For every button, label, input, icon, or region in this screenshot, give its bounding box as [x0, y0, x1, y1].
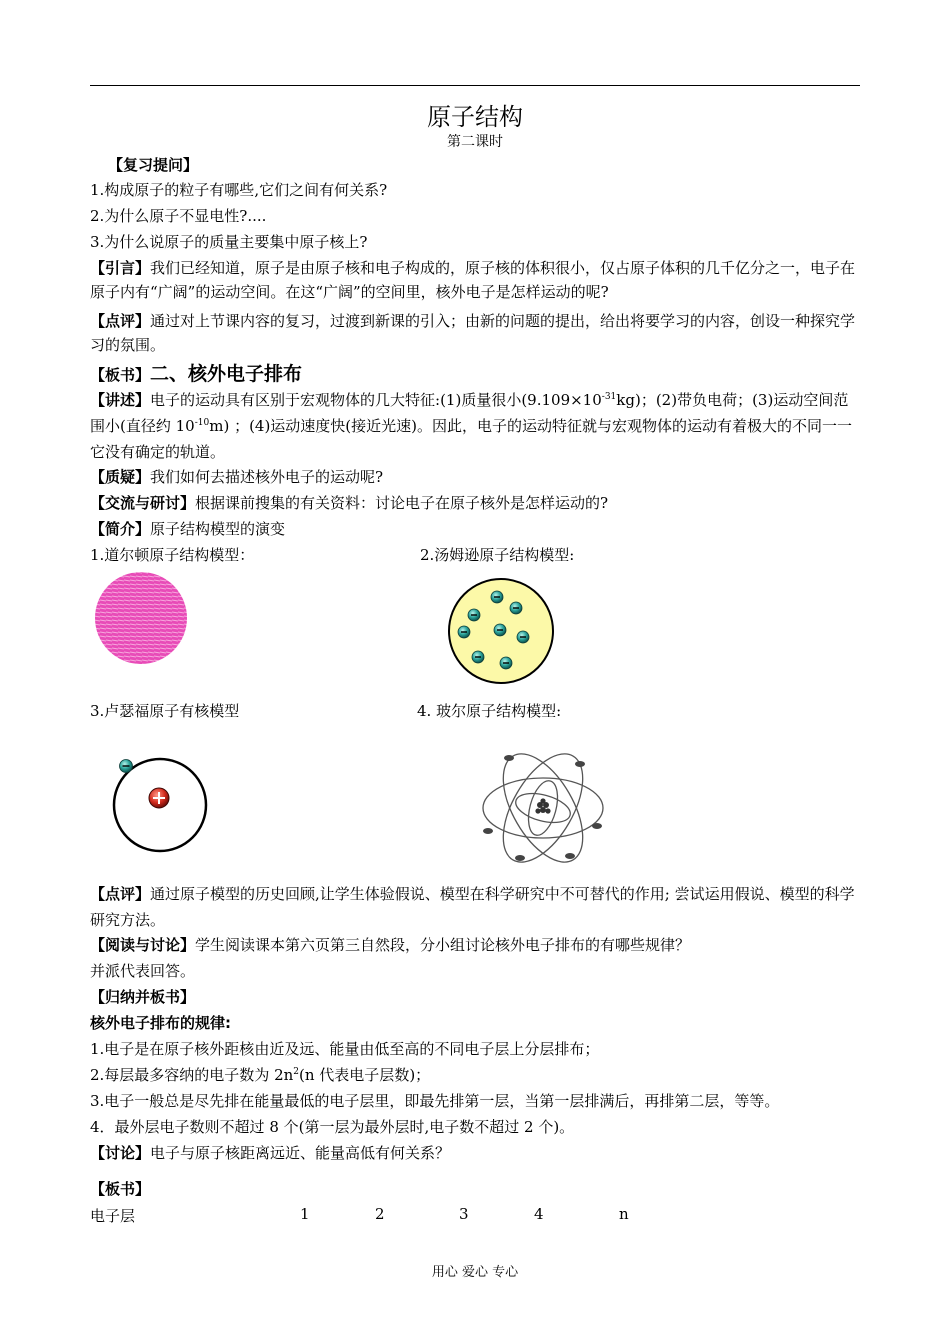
- exchange-text: 根据课前搜集的有关资料：讨论电子在原子核外是怎样运动的?: [195, 494, 609, 512]
- rule-2-sup: 2: [293, 1067, 300, 1077]
- brief-line: [90, 517, 860, 541]
- board1-heading: [90, 361, 860, 388]
- reading-text: 学生阅读课本第六页第三自然段，分小组讨论核外电子排布的有哪些规律？: [195, 936, 691, 954]
- lecture-exp-1: -31: [601, 392, 617, 402]
- header-rule: [90, 85, 860, 86]
- reading-tag: 【阅读与讨论】: [90, 936, 196, 954]
- comment2-paragraph: [90, 881, 860, 933]
- intro-tag: 【引言】: [90, 259, 151, 277]
- lecture-text-3: m) ；(4)运动速度快(接近光速)。因此，电子的运动特征就与宏观物体的运动有着极大的不同一一它没有确定的轨道。: [90, 417, 853, 461]
- lecture-exp-2: -10: [194, 418, 210, 428]
- review-item-2: 2.为什么原子不显电性?....: [90, 207, 267, 225]
- question-line: [90, 465, 860, 489]
- comment1-paragraph: [90, 309, 860, 357]
- shell-col-n: n: [619, 1205, 629, 1223]
- thomson-electron: [510, 602, 522, 614]
- review-item-1: 1.构成原子的粒子有哪些,它们之间有何关系?: [90, 181, 388, 199]
- rule-4: 4．最外层电子数则不超过 8 个(第一层为最外层时,电子数不超过 2 个)。: [90, 1118, 575, 1136]
- shell-row-label: 电子层: [90, 1207, 136, 1225]
- rule-2-text: 2.每层最多容纳的电子数为 2n: [90, 1066, 294, 1084]
- exchange-line: [90, 491, 860, 515]
- brief-text: 原子结构模型的演变: [150, 520, 286, 538]
- comment2-text: 通过原子模型的历史回顾,让学生体验假说、模型在科学研究中不可替代的作用; 尝试运用假说、模型的科学研究方法。: [90, 885, 855, 929]
- rule-2: [90, 1063, 860, 1087]
- thomson-electron: [472, 651, 484, 663]
- shell-col-1: 1: [300, 1205, 310, 1223]
- rutherford-nucleus: [149, 788, 169, 808]
- thomson-electron: [500, 657, 512, 669]
- rutherford-electron: [120, 760, 133, 773]
- lecture-paragraph: [90, 387, 860, 465]
- model-caption-bohr: 4. 玻尔原子结构模型:: [417, 702, 562, 720]
- lecture-text-1: 电子的运动具有区别于宏观物体的几大特征:(1)质量很小(9.109×10: [150, 391, 602, 409]
- rule-1: 1.电子是在原子核外距核由近及远、能量由低至高的不同电子层上分层排布；: [90, 1040, 600, 1058]
- model-caption-thomson: 2.汤姆逊原子结构模型:: [420, 546, 575, 564]
- review-item-3: 3.为什么说原子的质量主要集中原子核上?: [90, 233, 368, 251]
- intro-paragraph: [90, 256, 860, 304]
- exchange-tag: 【交流与研讨】: [90, 494, 196, 512]
- page-footer: 用心 爱心 专心: [431, 1265, 519, 1280]
- model-caption-dalton: 1.道尔顿原子结构模型：: [90, 546, 255, 564]
- rule-2-rest: (n 代表电子层数)；: [299, 1066, 431, 1084]
- shell-col-2: 2: [375, 1205, 385, 1223]
- rule-3: 3.电子一般总是尽先排在能量最低的电子层里，即最先排第一层，当第一层排满后，再排第二层，等等。: [90, 1092, 780, 1110]
- rutherford-model-figure: [108, 755, 212, 851]
- board1-tag: 【板书】: [90, 366, 151, 384]
- lecture-tag: 【讲述】: [90, 391, 151, 409]
- dalton-sphere: [95, 572, 187, 664]
- page-title: 原子结构: [427, 103, 523, 131]
- bohr-nucleus: [535, 798, 550, 813]
- lecture-text-2: kg)；(2)带负电荷；(3)运动空间范围小(直径约 10: [90, 391, 849, 435]
- question-tag: 【质疑】: [90, 468, 151, 486]
- thomson-electron: [517, 631, 529, 643]
- model-caption-rutherford: 3.卢瑟福原子有核模型: [90, 702, 240, 720]
- summary-heading: 【归纳并板书】: [90, 988, 196, 1006]
- thomson-electron: [491, 591, 503, 603]
- thomson-electron: [494, 624, 506, 636]
- board2-tag: 【板书】: [90, 1180, 151, 1198]
- shell-col-3: 3: [459, 1205, 469, 1223]
- thomson-electron: [468, 609, 480, 621]
- shell-col-4: 4: [534, 1205, 544, 1223]
- page-subtitle: 第二课时: [447, 134, 503, 150]
- discussion-tag: 【讨论】: [90, 1144, 151, 1162]
- brief-tag: 【简介】: [90, 520, 151, 538]
- comment1-text: 通过对上节课内容的复习，过渡到新课的引入；由新的问题的提出，给出将要学习的内容，创设一种探究学习的氛围。: [90, 312, 856, 354]
- intro-text: 我们已经知道，原子是由原子核和电子构成的，原子核的体积很小，仅占原子体积的几千亿分之一，电子在原子内有“广阔”的运动空间。在这“广阔”的空间里，核外电子是怎样运动的呢?: [90, 259, 856, 301]
- review-heading: 【复习提问】: [108, 156, 199, 174]
- reading-line: [90, 933, 860, 957]
- reading-line-2: 并派代表回答。: [90, 962, 196, 980]
- comment2-tag: 【点评】: [90, 885, 151, 903]
- thomson-model-figure: [447, 577, 555, 685]
- comment1-tag: 【点评】: [90, 312, 151, 330]
- thomson-electron: [458, 626, 470, 638]
- question-text: 我们如何去描述核外电子的运动呢?: [150, 468, 384, 486]
- rules-title: 核外电子排布的规律:: [90, 1014, 231, 1032]
- board1-text: 二、核外电子排布: [150, 363, 303, 385]
- bohr-model-figure: [480, 748, 606, 866]
- dalton-model-figure: [94, 571, 188, 665]
- discussion-text: 电子与原子核距离远近、能量高低有何关系？: [150, 1144, 451, 1162]
- discussion-line: [90, 1141, 860, 1165]
